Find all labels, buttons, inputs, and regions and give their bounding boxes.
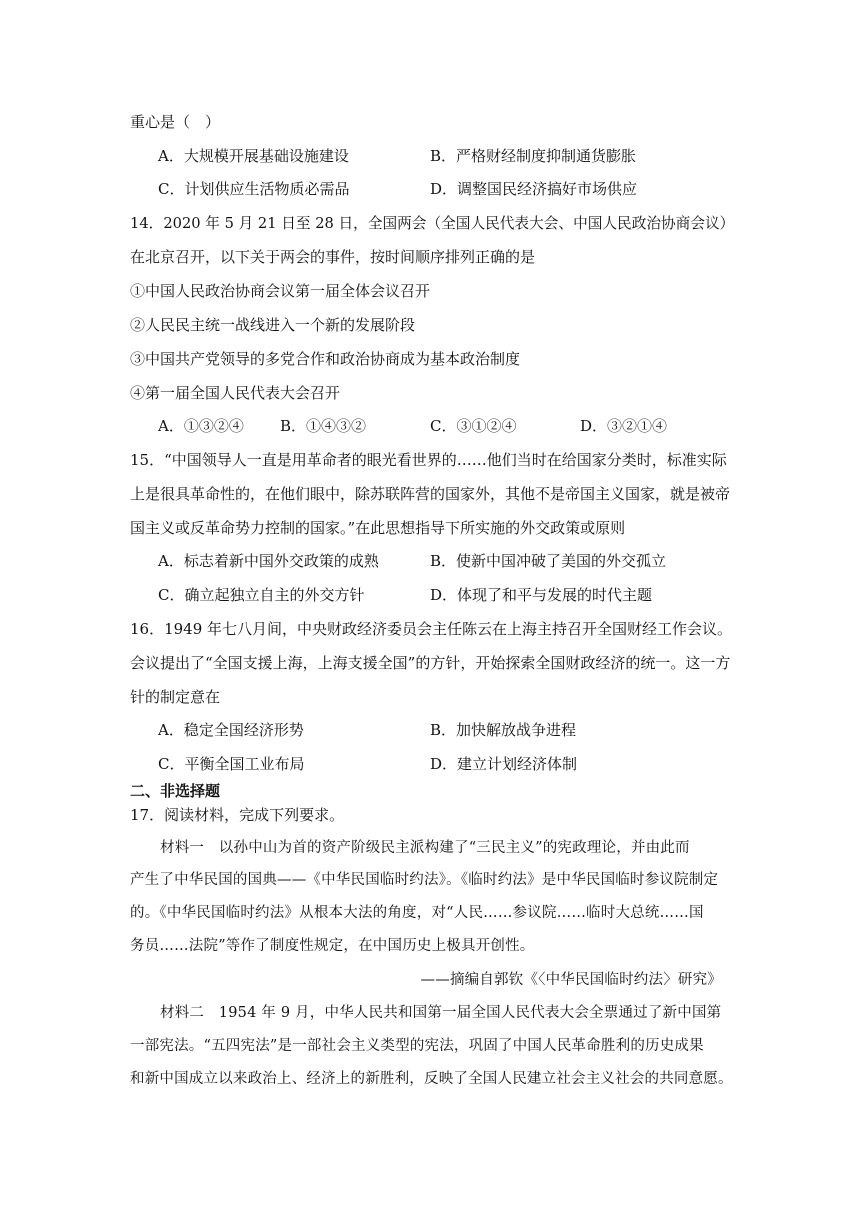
q16-option-a[interactable]: A．稳定全国经济形势 <box>158 721 304 739</box>
q14-stem-line2: 在北京召开，以下关于两会的事件，按时间顺序排列正确的是 <box>130 248 536 266</box>
q14-item-4: ④第一届全国人民代表大会召开 <box>130 384 341 402</box>
q15-stem-line2: 上是很具革命性的，在他们眼中，除苏联阵营的国家外，其他不是帝国主义国家，就是被帝 <box>130 485 731 503</box>
material2-line2: 一部宪法。“五四宪法”是一部社会主义类型的宪法，巩固了中国人民革命胜利的历史成果 <box>130 1038 704 1054</box>
q15-option-d[interactable]: D．体现了和平与发展的时代主题 <box>430 586 653 604</box>
q14-option-b[interactable]: B．①④③② <box>280 417 367 435</box>
q13-option-a[interactable]: A．大规模开展基础设施建设 <box>158 147 349 165</box>
section-title: 二、非选择题 <box>130 782 221 800</box>
q14-item-1: ①中国人民政治协商会议第一届全体会议召开 <box>130 282 431 300</box>
q14-option-d[interactable]: D．③②①④ <box>580 417 668 435</box>
q16-stem-line3: 针的制定意在 <box>130 688 221 706</box>
q15-stem-line3: 国主义或反革命势力控制的国家。”在此思想指导下所实施的外交政策或原则 <box>130 519 626 537</box>
q16-option-d[interactable]: D．建立计划经济体制 <box>430 755 578 773</box>
q13-stem-tail: 重心是（ ） <box>130 113 221 131</box>
q13-option-c[interactable]: C．计划供应生活物质必需品 <box>158 180 350 198</box>
material1-line4: 务员……法院”等作了制度性规定，在中国历史上极具开创性。 <box>130 938 535 954</box>
q14-option-c[interactable]: C．③①②④ <box>430 417 517 435</box>
q14-option-a[interactable]: A．①③②④ <box>158 417 244 435</box>
material1-line2: 产生了中华民国的国典——《中华民国临时约法》。《临时约法》是中华民国临时参议院制定 <box>130 872 719 888</box>
q14-item-3: ③中国共产党领导的多党合作和政治协商成为基本政治制度 <box>130 350 521 368</box>
q15-option-a[interactable]: A．标志着新中国外交政策的成熟 <box>158 552 379 570</box>
q14-stem-line1: 14．2020 年 5 月 21 日至 28 日，全国两会（全国人民代表大会、中国人民政治协商会议） <box>130 214 735 232</box>
q13-option-b[interactable]: B．严格财经制度抑制通货膨胀 <box>430 147 637 165</box>
q16-option-c[interactable]: C．平衡全国工业布局 <box>158 755 305 773</box>
material1-source: ——摘编自郭钦《〈中华民国临时约法〉研究》 <box>420 972 722 988</box>
material2-line1: 材料二 1954 年 9 月，中华人民共和国第一届全国人民代表大会全票通过了新中国第 <box>160 1005 722 1021</box>
q16-option-b[interactable]: B．加快解放战争进程 <box>430 721 577 739</box>
material2-line3: 和新中国成立以来政治上、经济上的新胜利，反映了全国人民建立社会主义社会的共同意愿。 <box>130 1071 733 1087</box>
q16-stem-line1: 16．1949 年七八月间，中央财政经济委员会主任陈云在上海主持召开全国财经工作会议。 <box>130 620 733 638</box>
q14-item-2: ②人民民主统一战线进入一个新的发展阶段 <box>130 316 416 334</box>
material1-line3: 的。《中华民国临时约法》从根本大法的角度，对“人民……参议院……临时大总统……国 <box>130 905 704 921</box>
material1-line1: 材料一 以孙中山为首的资产阶级民主派构建了“三民主义”的宪政理论，并由此而 <box>160 840 690 856</box>
q17-stem: 17．阅读材料，完成下列要求。 <box>130 806 345 824</box>
q16-stem-line2: 会议提出了“全国支援上海，上海支援全国”的方针，开始探索全国财政经济的统一。这一方 <box>130 654 731 672</box>
q13-option-d[interactable]: D．调整国民经济搞好市场供应 <box>430 180 638 198</box>
q15-stem-line1: 15．“中国领导人一直是用革命者的眼光看世界的……他们当时在给国家分类时，标准实际 <box>130 451 727 469</box>
q15-option-c[interactable]: C．确立起独立自主的外交方针 <box>158 586 365 604</box>
q15-option-b[interactable]: B．使新中国冲破了美国的外交孤立 <box>430 552 667 570</box>
